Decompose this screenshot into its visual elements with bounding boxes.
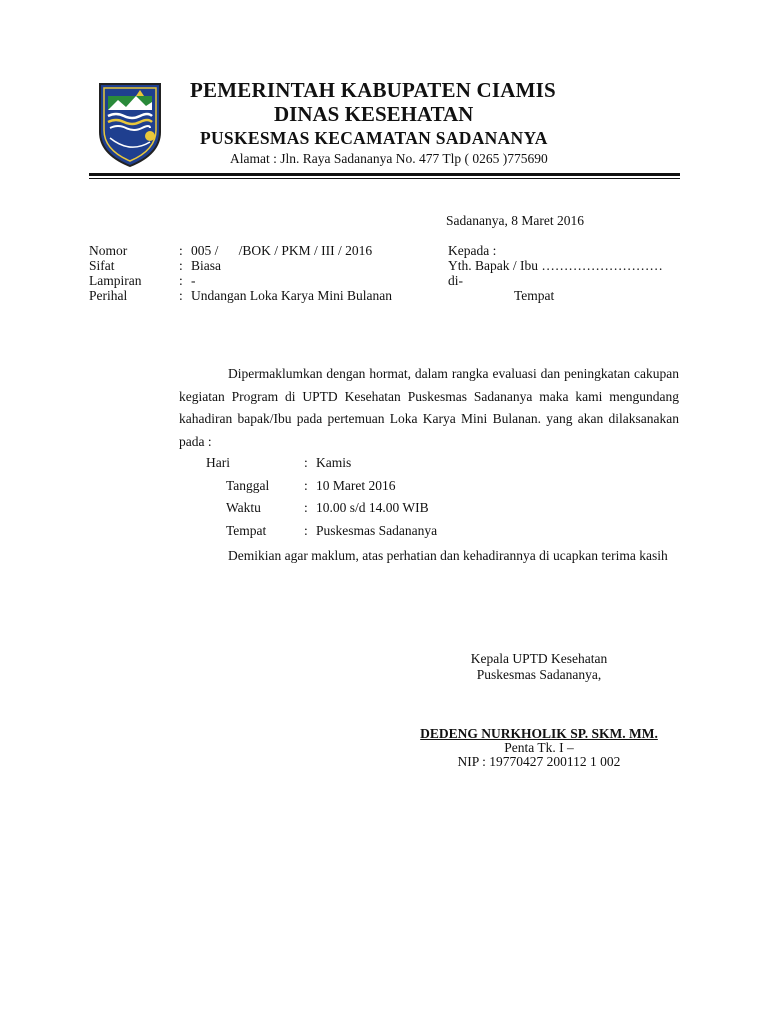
meta-label-perihal: Perihal	[89, 288, 128, 303]
letterhead-line-3: PUSKESMAS KECAMATAN SADANANYA	[200, 128, 548, 148]
regency-emblem-icon	[96, 80, 164, 168]
signature-nip: NIP : 19770427 200112 1 002	[457, 754, 621, 769]
meta-label-sifat: Sifat	[89, 258, 115, 273]
meta-colon: :	[179, 273, 183, 288]
letterhead-address: Alamat : Jln. Raya Sadananya No. 477 Tlp ( 0265 )775690	[230, 151, 548, 166]
letterhead-line-1: PEMERINTAH KABUPATEN CIAMIS	[190, 78, 556, 102]
detail-label-waktu: Waktu	[226, 500, 261, 515]
meta-label-nomor: Nomor	[89, 243, 128, 258]
meta-value-perihal: Undangan Loka Karya Mini Bulanan	[191, 288, 392, 303]
detail-value-waktu: 10.00 s/d 14.00 WIB	[316, 500, 429, 515]
recipient-kepada: Kepada :	[448, 243, 497, 258]
recipient-tempat: Tempat	[514, 288, 555, 303]
meta-value-sifat: Biasa	[191, 258, 221, 273]
meta-colon: :	[179, 288, 183, 303]
letterhead-line-2: DINAS KESEHATAN	[274, 102, 474, 126]
detail-colon: :	[304, 455, 308, 470]
detail-label-tanggal: Tanggal	[226, 478, 270, 493]
detail-value-hari: Kamis	[316, 455, 352, 470]
letterhead-divider-thick	[89, 173, 680, 176]
detail-value-tempat: Puskesmas Sadananya	[316, 523, 438, 538]
closing-paragraph: Demikian agar maklum, atas perhatian dan kehadirannya di ucapkan terima kasih	[228, 548, 668, 563]
detail-value-tanggal: 10 Maret 2016	[316, 478, 396, 493]
meta-colon: :	[179, 243, 183, 258]
detail-label-tempat: Tempat	[226, 523, 267, 538]
signature-name: DEDENG NURKHOLIK SP. SKM. MM.	[420, 726, 658, 741]
recipient-yth: Yth. Bapak / Ibu ………………………	[448, 258, 663, 273]
meta-value-lampiran: -	[191, 273, 196, 288]
meta-colon: :	[179, 258, 183, 273]
letter-date: Sadananya, 8 Maret 2016	[446, 213, 584, 228]
meta-value-nomor: 005 / /BOK / PKM / III / 2016	[191, 243, 373, 258]
signature-rank: Penta Tk. I –	[504, 740, 574, 755]
recipient-di: di-	[448, 273, 463, 288]
signature-title-1: Kepala UPTD Kesehatan	[470, 651, 608, 666]
signature-title-2: Puskesmas Sadananya,	[476, 667, 602, 682]
letter-closing	[179, 545, 679, 568]
letterhead-divider-thin	[89, 178, 680, 179]
meta-label-lampiran: Lampiran	[89, 273, 142, 288]
body-paragraph: Dipermaklumkan dengan hormat, dalam rangka evaluasi dan peningkatan cakupan kegiatan Program di UPTD Kesehatan Puskesmas Sadananya maka kami mengundang kahadiran bapak/Ibu pada pertemuan Loka Karya Mini Bulanan. yang akan dilaksanakan pada :	[179, 366, 679, 449]
letter-body	[179, 363, 679, 453]
detail-label-hari: Hari	[206, 455, 230, 470]
detail-colon: :	[304, 523, 308, 538]
detail-colon: :	[304, 500, 308, 515]
detail-colon: :	[304, 478, 308, 493]
